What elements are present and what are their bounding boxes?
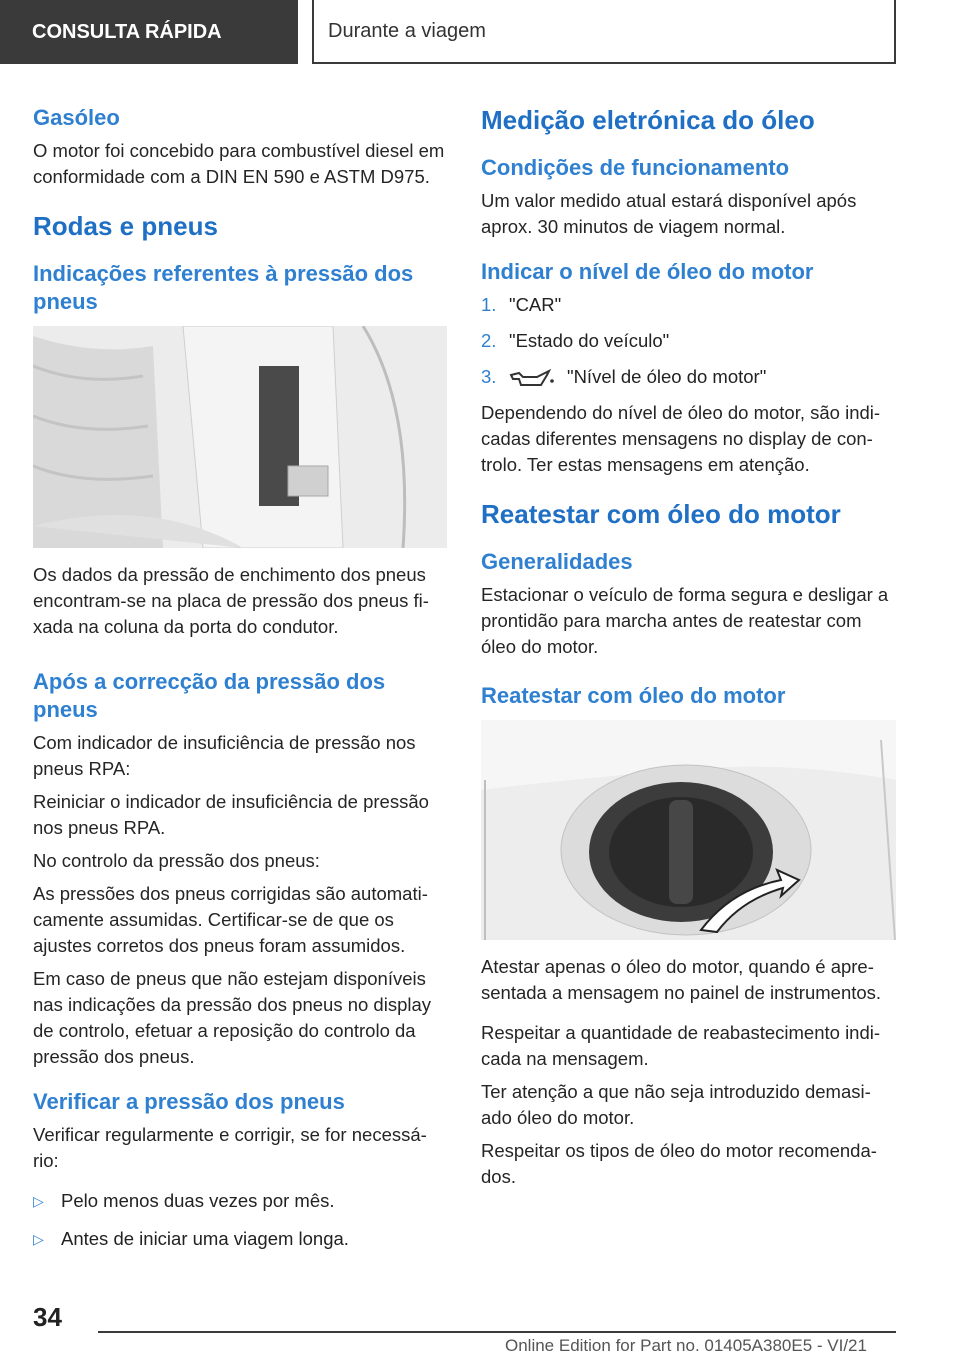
list-item — [33, 1188, 447, 1214]
oil-filler-cap-photo — [481, 720, 896, 940]
apos-p2: Reiniciar o indicador de insuficiência de pressão nos pneus RPA. — [33, 791, 429, 838]
bullet-triangle-icon: ▷ — [33, 1193, 44, 1209]
reatestar-p2: Respeitar a quantidade de reabastecimento indi-cada na mensagem. — [481, 1022, 881, 1069]
apos-p5: Em caso de pneus que não estejam disponíveis nas indicações da pressão dos pneus no display de controlo, efetuar a reposição do controlo da pressão dos pneus. — [33, 968, 432, 1067]
footer-divider — [98, 1331, 896, 1333]
reatestar2-heading: Reatestar com óleo do motor — [481, 683, 786, 708]
apos-heading: Após a correcção da pressão dos pneus — [33, 669, 386, 722]
medicao-heading: Medição eletrónica do óleo — [481, 105, 815, 135]
step-number: 2. — [481, 330, 497, 351]
apos-p4: As pressões dos pneus corrigidas são automati-camente assumidas. Certificar-se de que os ajustes corretos dos pneus foram assumidos. — [33, 883, 428, 956]
indicacoes-heading: Indicações referentes à pressão dos pneus — [33, 261, 414, 314]
left-column — [33, 96, 447, 1264]
indicar-text: Dependendo do nível de óleo do motor, são indi-cadas diferentes mensagens no display de con-trolo. Ter estas mensagens em atenção. — [481, 402, 881, 475]
generalidades-heading: Generalidades — [481, 549, 633, 574]
header-section: CONSULTA RÁPIDA — [0, 0, 298, 64]
reatestar-p4: Respeitar os tipos de óleo do motor recomenda-dos. — [481, 1140, 877, 1187]
bullet-text: Antes de iniciar uma viagem longa. — [61, 1228, 349, 1249]
condicoes-text: Um valor medido atual estará disponível após aprox. 30 minutos de viagem normal. — [481, 190, 857, 237]
apos-p1: Com indicador de insuficiência de pressão nos pneus RPA: — [33, 732, 416, 779]
list-item — [481, 292, 896, 318]
indicacoes-text: Os dados da pressão de enchimento dos pneus encontram-se na placa de pressão dos pneus fi-xada na coluna da porta do condutor. — [33, 564, 429, 637]
list-item — [33, 1226, 447, 1252]
right-column — [481, 96, 896, 1197]
reatestar-p3: Ter atenção a que não seja introduzido demasi-ado óleo do motor. — [481, 1081, 871, 1128]
step-number: 3. — [481, 366, 497, 387]
reatestar-p1: Atestar apenas o óleo do motor, quando é apre-sentada a mensagem no painel de instrumentos. — [481, 956, 882, 1003]
header-chapter: Durante a viagem — [312, 0, 896, 64]
list-item — [481, 328, 896, 354]
page-number: 34 — [33, 1302, 62, 1332]
step-text: "Estado do veículo" — [509, 330, 670, 351]
list-item — [481, 364, 896, 390]
step-number: 1. — [481, 294, 497, 315]
generalidades-text: Estacionar o veículo de forma segura e desligar a prontidão para marcha antes de reatestar com óleo do motor. — [481, 584, 889, 657]
reatestar-heading: Reatestar com óleo do motor — [481, 499, 841, 529]
step-text: "CAR" — [509, 294, 562, 315]
condicoes-heading: Condições de funcionamento — [481, 155, 790, 180]
verificar-text: Verificar regularmente e corrigir, se for necessá-rio: — [33, 1124, 427, 1171]
indicar-heading: Indicar o nível de óleo do motor — [481, 259, 814, 284]
verificar-heading: Verificar a pressão dos pneus — [33, 1089, 345, 1114]
gasoleo-text: O motor foi concebido para combustível diesel em conformidade com a DIN EN 590 e ASTM D975. — [33, 140, 445, 187]
footer-edition: Online Edition for Part no. 01405A380E5 - VI/21 — [505, 1336, 867, 1355]
gasoleo-heading: Gasóleo — [33, 105, 120, 130]
rodas-heading: Rodas e pneus — [33, 211, 218, 241]
bullet-text: Pelo menos duas vezes por mês. — [61, 1190, 335, 1211]
oil-can-icon — [509, 367, 555, 389]
bullet-triangle-icon: ▷ — [33, 1231, 44, 1247]
tire-pressure-label-photo — [33, 326, 447, 548]
step-text: "Nível de óleo do motor" — [567, 366, 767, 387]
apos-p3: No controlo da pressão dos pneus: — [33, 850, 320, 871]
